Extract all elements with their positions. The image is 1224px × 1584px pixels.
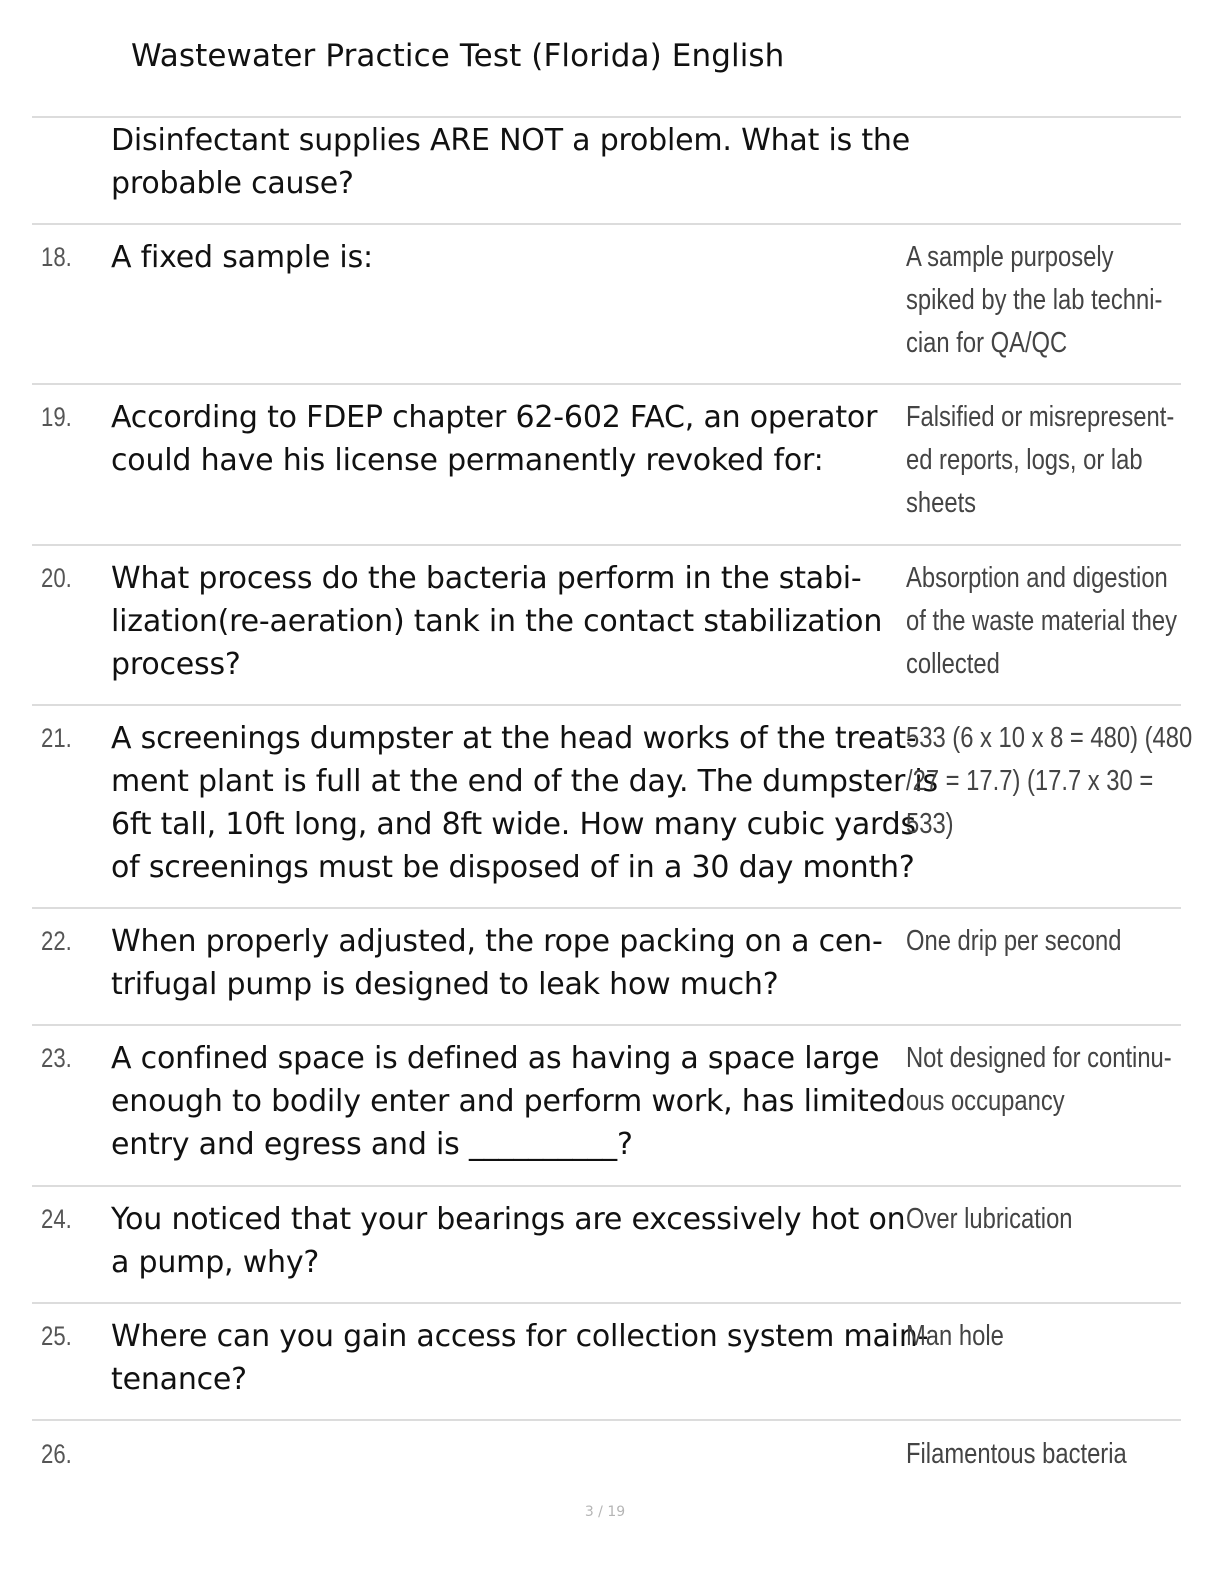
answer-text <box>906 1315 1004 1358</box>
answer-text <box>906 1037 1172 1123</box>
question-line: trifugal pump is designed to leak how much? <box>111 967 779 1002</box>
question-line: A screenings dumpster at the head works of the treat- <box>111 721 917 756</box>
question-text <box>111 396 901 482</box>
answer-text <box>906 396 1174 525</box>
answer-text <box>906 1433 1127 1476</box>
answer-line: A sample purposely <box>906 241 1114 273</box>
answer-line: spiked by the lab techni- <box>906 284 1163 316</box>
divider <box>32 544 1181 546</box>
answer-line: Over lubrication <box>906 1203 1073 1235</box>
question-text <box>111 1315 929 1401</box>
page-number: 3 / 19 <box>584 1504 626 1520</box>
question-line: Disinfectant supplies ARE NOT a problem. What is the <box>111 123 910 158</box>
answer-line: Not designed for continu- <box>906 1042 1172 1074</box>
answer-line: collected <box>906 648 1000 680</box>
answer-line: ed reports, logs, or lab <box>906 444 1143 476</box>
question-line: of screenings must be disposed of in a 30 day month? <box>111 850 915 885</box>
question-number: 25. <box>41 1321 72 1351</box>
divider <box>32 1302 1181 1304</box>
answer-line: Filamentous bacteria <box>906 1438 1127 1470</box>
answer-line: Absorption and digestion <box>906 562 1168 594</box>
divider <box>32 1419 1181 1421</box>
divider <box>32 704 1181 706</box>
question-number: 26. <box>41 1439 72 1469</box>
question-line: What process do the bacteria perform in the stabi- <box>111 561 862 596</box>
question-text <box>111 236 901 279</box>
answer-line: sheets <box>906 487 977 519</box>
question-line: A fixed sample is: <box>111 240 373 275</box>
document-title: Wastewater Practice Test (Florida) English <box>131 38 785 74</box>
question-line: tenance? <box>111 1362 247 1397</box>
question-line: enough to bodily enter and perform work, has limited <box>111 1084 906 1119</box>
divider <box>32 223 1181 225</box>
question-line: A confined space is defined as having a space large <box>111 1041 880 1076</box>
answer-line: of the waste material they <box>906 605 1177 637</box>
question-number: 20. <box>41 563 72 593</box>
question-text <box>111 557 901 686</box>
question-line: According to FDEP chapter 62-602 FAC, an operator <box>111 400 878 435</box>
question-line: ment plant is full at the end of the day. The dumpster is <box>111 764 938 799</box>
question-line: 6ft tall, 10ft long, and 8ft wide. How many cubic yards <box>111 807 916 842</box>
question-line: Where can you gain access for collection system main- <box>111 1319 929 1354</box>
answer-line: /27 = 17.7) (17.7 x 30 = <box>906 765 1154 797</box>
divider <box>32 383 1181 385</box>
divider <box>32 1024 1181 1026</box>
answer-text <box>906 717 1192 846</box>
question-number: 24. <box>41 1204 72 1234</box>
question-line: could have his license permanently revoked for: <box>111 443 824 478</box>
divider <box>32 116 1181 118</box>
question-line: lization(re-aeration) tank in the contact stabilization <box>111 604 883 639</box>
divider <box>32 907 1181 909</box>
question-line: a pump, why? <box>111 1245 320 1280</box>
question-number: 19. <box>41 402 72 432</box>
answer-text <box>906 557 1177 686</box>
answer-text <box>906 1198 1073 1241</box>
answer-line: 533 (6 x 10 x 8 = 480) (480 <box>906 722 1193 754</box>
question-line: probable cause? <box>111 166 354 201</box>
question-line: entry and egress and is __________? <box>111 1127 633 1162</box>
answer-line: Falsified or misrepresent- <box>906 401 1175 433</box>
question-number: 23. <box>41 1043 72 1073</box>
question-number: 18. <box>41 242 72 272</box>
question-number: 21. <box>41 723 72 753</box>
question-text <box>111 1198 906 1284</box>
question-line: You noticed that your bearings are excessively hot on <box>111 1202 906 1237</box>
answer-line: ous occupancy <box>906 1085 1065 1117</box>
continued-question-text <box>111 119 910 205</box>
question-number: 22. <box>41 926 72 956</box>
answer-line: One drip per second <box>906 925 1122 957</box>
question-line: When properly adjusted, the rope packing on a cen- <box>111 924 883 959</box>
answer-line: cian for QA/QC <box>906 327 1068 359</box>
answer-line: 533) <box>906 808 954 840</box>
question-text <box>111 920 901 1006</box>
divider <box>32 1185 1181 1187</box>
answer-text <box>906 920 1121 963</box>
answer-text <box>906 236 1162 365</box>
question-line: process? <box>111 647 241 682</box>
question-text <box>111 1037 906 1166</box>
answer-line: Man hole <box>906 1320 1004 1352</box>
